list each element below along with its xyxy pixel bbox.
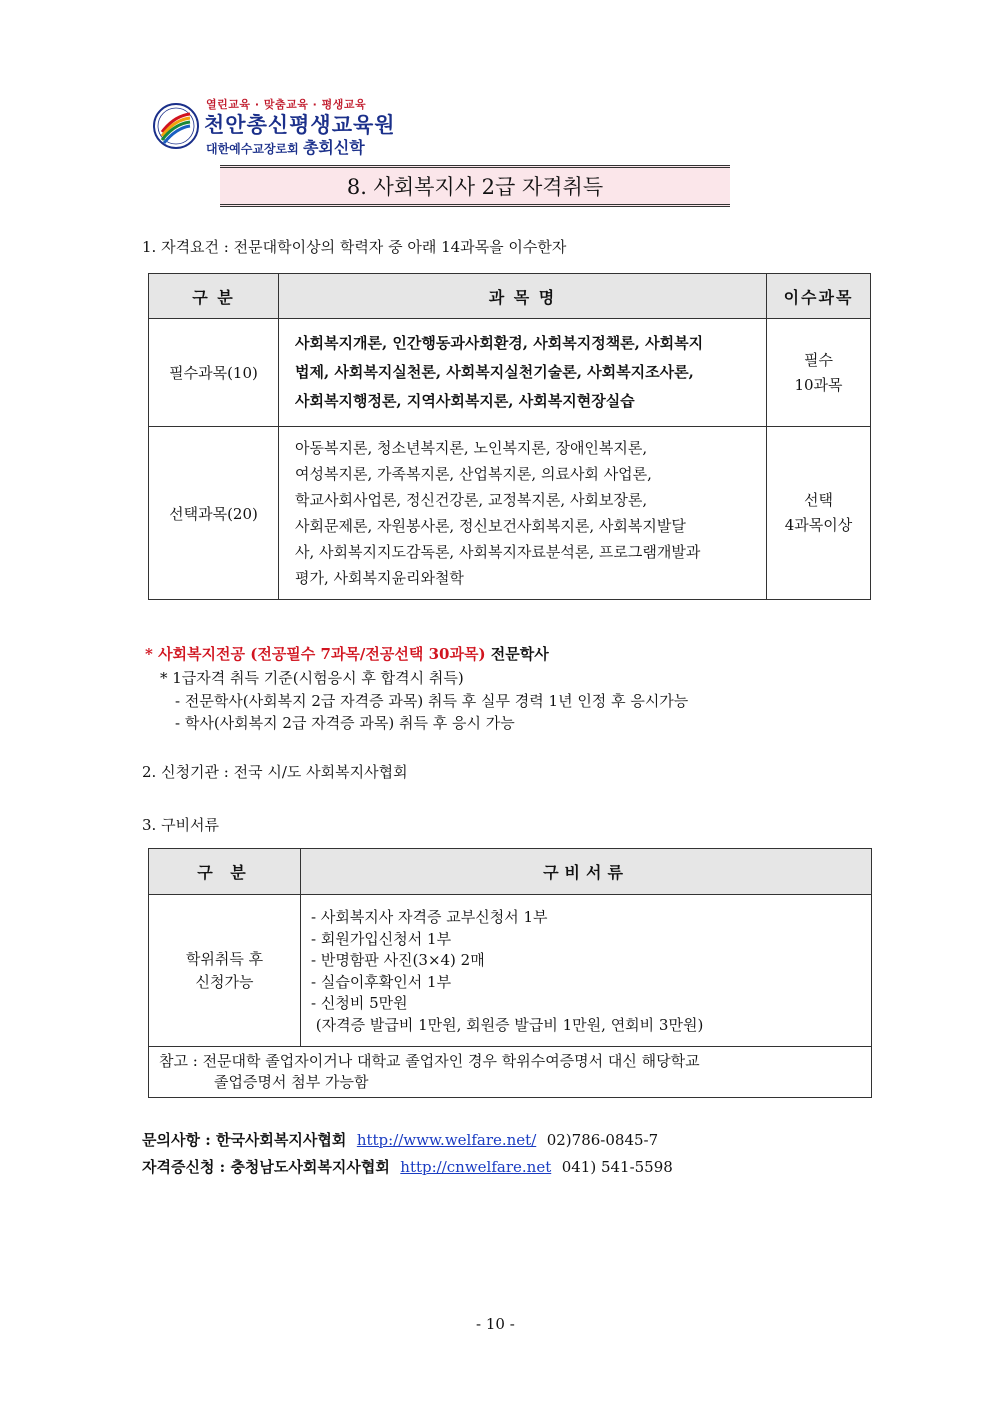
requirement-line: 필수 (804, 350, 833, 369)
subjects-cell (279, 427, 767, 600)
subject-line: 평가, 사회복지윤리와철학 (295, 569, 464, 587)
header-documents: 구비서류 (301, 849, 872, 895)
header-category: 구 분 (149, 849, 301, 895)
note-cell (149, 1047, 872, 1098)
section3-heading: 3. 구비서류 (142, 816, 220, 834)
requirements-table (148, 273, 871, 600)
section2-heading: 2. 신청기관 : 전국 시/도 사회복지사협회 (142, 763, 408, 781)
table-row (149, 895, 872, 1047)
header-category: 구 분 (149, 274, 279, 319)
inquiry-org: 한국사회복지사협회 (215, 1131, 347, 1149)
note-line: 졸업증명서 첨부 가능함 (214, 1073, 369, 1091)
document-item: - 실습이후확인서 1부 (311, 972, 452, 991)
apply-phone: 041) 541-5598 (561, 1158, 673, 1176)
documents-cell (301, 895, 872, 1047)
table-row (149, 319, 871, 427)
header-subjects: 과 목 명 (279, 274, 767, 319)
major-note (145, 643, 549, 664)
document-item: - 사회복지사 자격증 교부신청서 1부 (311, 908, 548, 926)
inquiry-label: 문의사항 (142, 1131, 200, 1149)
page-number: - 10 - (476, 1315, 515, 1333)
header-requirement: 이수과목 (767, 274, 871, 319)
institution-logo (152, 96, 412, 158)
page-title: 8. 사회복지사 2급 자격취득 (220, 165, 730, 207)
requirement-cell (767, 319, 871, 427)
category-cell: 선택과목(20) (149, 427, 279, 600)
logo-subtitle (206, 135, 365, 158)
requirement-cell (767, 427, 871, 600)
note-line: 참고 : 전문대학 졸업자이거나 대학교 졸업자인 경우 학위수여증명서 대신 해당학교 (159, 1052, 700, 1070)
grade1-note-a: - 전문학사(사회복지 2급 자격증 과목) 취득 후 실무 경력 1년 인정 후 응시가능 (175, 692, 689, 710)
inquiry-phone: 02)786-0845-7 (546, 1131, 659, 1149)
logo-emblem-icon (152, 102, 200, 150)
subject-line: 여성복지론, 가족복지론, 산업복지론, 의료사회 사업론, (295, 465, 652, 483)
apply-contact: 자격증신청 : 충청남도사회복지사협회 http://cnwelfare.net 041) 541-5598 (142, 1158, 673, 1176)
logo-name: 천안총신평생교육원 (204, 113, 396, 137)
document-item: - 회원가입신청서 1부 (311, 929, 452, 948)
category-line: 신청가능 (195, 972, 254, 991)
grade1-note: * 1급자격 취득 기준(시험응시 후 합격시 취득) (160, 669, 464, 687)
category-line: 학위취득 후 (185, 949, 264, 968)
inquiry-contact: 문의사항 : 한국사회복지사협회 http://www.welfare.net/ 02)786-0845-7 (142, 1131, 659, 1149)
apply-link[interactable]: http://cnwelfare.net (400, 1158, 552, 1176)
inquiry-link[interactable]: http://www.welfare.net/ (356, 1131, 537, 1149)
subjects-cell (279, 319, 767, 427)
document-item: (자격증 발급비 1만원, 회원증 발급비 1만원, 연회비 3만원) (311, 1015, 704, 1034)
subject-line: 법제, 사회복지실천론, 사회복지실천기술론, 사회복지조사론, (295, 363, 694, 381)
document-item: - 반명함판 사진(3×4) 2매 (311, 951, 485, 969)
table-row (149, 427, 871, 600)
subject-line: 사, 사회복지지도감독론, 사회복지자료분석론, 프로그램개발과 (295, 543, 701, 561)
documents-table (148, 848, 872, 1098)
major-note-degree: 전문학사 (485, 645, 549, 663)
requirement-line: 선택 (804, 491, 833, 509)
section1-heading: 1. 자격요건 : 전문대학이상의 학력자 중 아래 14과목을 이수한자 (142, 238, 567, 256)
logo-slogan: 열린교육 · 맞춤교육 · 평생교육 (206, 98, 367, 111)
category-cell (149, 895, 301, 1047)
category-cell: 필수과목(10) (149, 319, 279, 427)
requirement-line: 4과목이상 (784, 516, 853, 534)
requirement-line: 10과목 (794, 375, 843, 394)
logo-sub-small: 대한예수교장로회 (206, 142, 299, 156)
logo-sub-big: 총회신학 (302, 138, 365, 157)
subject-line: 사회문제론, 자원봉사론, 정신보건사회복지론, 사회복지발달 (295, 517, 686, 535)
subject-line: 사회복지개론, 인간행동과사회환경, 사회복지정책론, 사회복지 (295, 334, 704, 352)
subject-line: 학교사회사업론, 정신건강론, 교정복지론, 사회보장론, (295, 491, 648, 509)
table-row (149, 1047, 872, 1098)
subject-line: 사회복지행정론, 지역사회복지론, 사회복지현장실습 (295, 392, 635, 410)
subject-line: 아동복지론, 청소년복지론, 노인복지론, 장애인복지론, (295, 439, 648, 457)
document-item: - 신청비 5만원 (311, 994, 408, 1012)
apply-label: 자격증신청 (142, 1158, 215, 1176)
apply-org: 충청남도사회복지사협회 (230, 1158, 390, 1176)
table-header-row (149, 849, 872, 895)
grade1-note-b: - 학사(사회복지 2급 자격증 과목) 취득 후 응시 가능 (175, 714, 515, 732)
table-header-row (149, 274, 871, 319)
major-note-red: * 사회복지전공 (전공필수 7과목/전공선택 30과목) (145, 645, 486, 663)
